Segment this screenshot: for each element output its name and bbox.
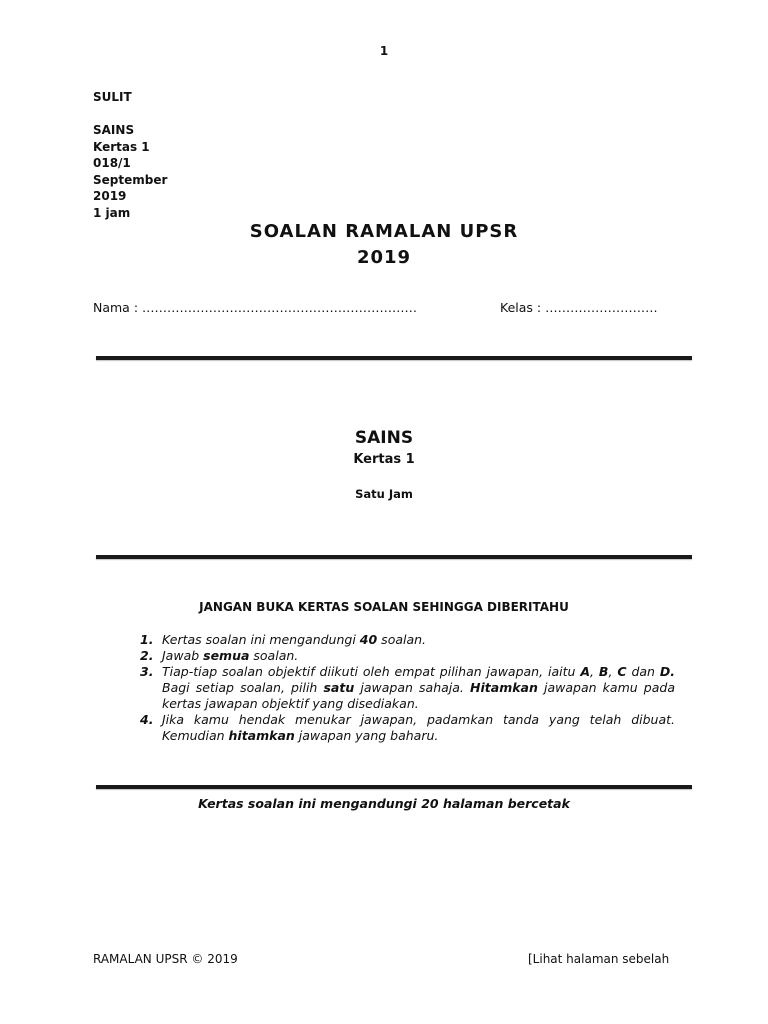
instruction-emphasis: A <box>580 664 591 679</box>
instruction-fragment: jawapan kamu pada kertas jawapan objektif yang disediakan. <box>162 680 675 711</box>
instruction-number: 3. <box>140 664 154 679</box>
instruction-fragment: Tiap-tiap soalan objektif diikuti oleh empat pilihan jawapan, iaitu <box>162 664 581 679</box>
instruction-fragment: soalan. <box>249 648 299 663</box>
instruction-fragment: Jawab <box>162 648 204 663</box>
class-field: Kelas : ……………………… <box>500 300 658 315</box>
exam-title-line-1: SOALAN RAMALAN UPSR <box>249 221 519 242</box>
footer-copyright: RAMALAN UPSR © 2019 <box>93 952 238 966</box>
instruction-number: 1. <box>140 632 154 647</box>
exam-month: September <box>93 172 168 187</box>
instruction-fragment: , <box>608 664 618 679</box>
instruction-fragment: soalan. <box>377 632 427 647</box>
instruction-fragment: jawapan sahaja. <box>354 680 471 695</box>
instruction-fragment: dan <box>626 664 660 679</box>
name-field: Nama : ………………………………………………………… <box>93 300 418 315</box>
exam-title-line-2: 2019 <box>356 247 412 268</box>
instruction-text <box>162 664 675 712</box>
instruction-fragment: Bagi setiap soalan, pilih <box>162 680 324 695</box>
header-meta <box>93 89 167 221</box>
instruction-item <box>140 712 675 744</box>
cover-paper: Kertas 1 <box>353 452 415 467</box>
instruction-fragment: Kertas soalan ini mengandungi <box>162 632 360 647</box>
page-count-note: Kertas soalan ini mengandungi 20 halaman bercetak <box>198 796 570 811</box>
divider-rule <box>96 356 692 360</box>
warning-heading: JANGAN BUKA KERTAS SOALAN SEHINGGA DIBERITAHU <box>199 600 569 614</box>
exam-title <box>0 219 768 271</box>
divider-rule <box>96 785 692 789</box>
exam-duration: 1 jam <box>93 205 131 220</box>
instruction-text <box>162 648 675 664</box>
cover-subject: SAINS <box>354 428 414 448</box>
instruction-text <box>162 712 675 744</box>
instructions-list <box>140 632 675 744</box>
subject-code-label: SAINS <box>93 123 135 137</box>
instruction-item <box>140 648 675 664</box>
instruction-item <box>140 664 675 712</box>
instruction-fragment: Jika kamu hendak menukar jawapan, padamkan tanda yang telah dibuat. Kemudian <box>162 712 675 743</box>
instruction-emphasis: satu <box>323 680 355 695</box>
instruction-fragment: jawapan yang baharu. <box>294 728 439 743</box>
exam-year: 2019 <box>93 189 127 203</box>
page-number: 1 <box>379 44 389 58</box>
instruction-text <box>162 632 675 648</box>
instruction-emphasis: semua <box>203 648 250 663</box>
instruction-emphasis: hitamkan <box>228 728 295 743</box>
instruction-emphasis: D. <box>659 664 675 679</box>
instruction-item <box>140 632 675 648</box>
classification-label: SULIT <box>93 90 132 104</box>
paper-code: 018/1 <box>93 156 131 170</box>
footer-next-page: [Lihat halaman sebelah <box>528 952 670 966</box>
instruction-emphasis: Hitamkan <box>470 680 538 695</box>
divider-rule <box>96 555 692 559</box>
instruction-number: 2. <box>140 648 154 663</box>
instruction-number: 4. <box>140 712 154 727</box>
instruction-emphasis: B <box>598 664 609 679</box>
instruction-fragment: , <box>590 664 599 679</box>
cover-duration: Satu Jam <box>355 487 413 501</box>
instruction-emphasis: 40 <box>359 632 378 647</box>
instruction-emphasis: C <box>617 664 627 679</box>
paper-label: Kertas 1 <box>93 139 150 154</box>
